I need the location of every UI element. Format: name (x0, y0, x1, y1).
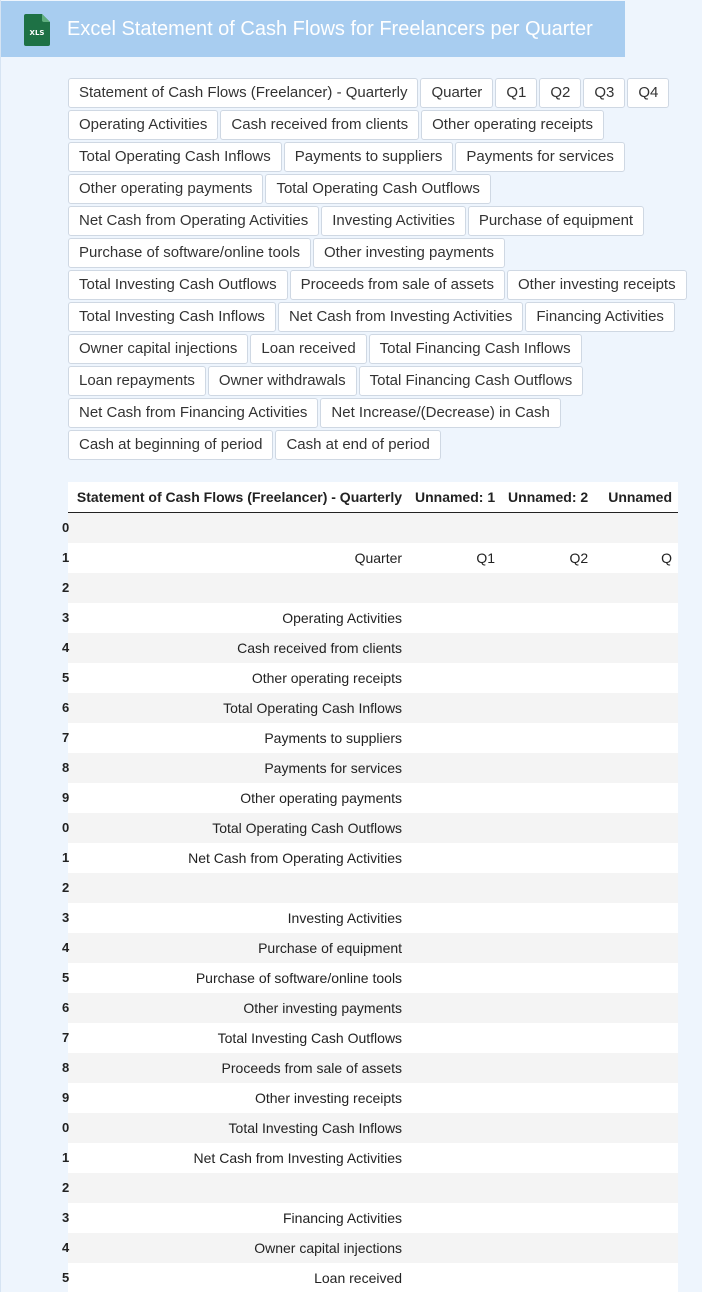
column-header[interactable]: Statement of Cash Flows (Freelancer) - Quarterly (68, 482, 408, 513)
label-chip[interactable]: Investing Activities (321, 206, 466, 236)
table-cell (594, 573, 678, 603)
table-cell (408, 633, 501, 663)
title-bar (1, 1, 625, 57)
table-cell: Cash received from clients (68, 633, 408, 663)
table-row (68, 633, 678, 663)
table-cell (408, 1113, 501, 1143)
table-row (68, 813, 678, 843)
row-index-label: 6 (62, 700, 70, 715)
table-cell (501, 1203, 594, 1233)
table-cell (594, 813, 678, 843)
table-cell: Total Operating Cash Outflows (68, 813, 408, 843)
table-cell (501, 813, 594, 843)
table-row (68, 753, 678, 783)
table-cell (501, 903, 594, 933)
table-row (68, 663, 678, 693)
table-row (68, 1083, 678, 1113)
label-chip[interactable]: Total Operating Cash Inflows (68, 142, 282, 172)
table-cell: Total Investing Cash Outflows (68, 1023, 408, 1053)
table-cell (408, 873, 501, 903)
row-index-label: 5 (62, 670, 70, 685)
table-cell: Purchase of equipment (68, 933, 408, 963)
data-table (62, 482, 678, 1293)
table-cell: Other investing receipts (68, 1083, 408, 1113)
label-chip[interactable]: Payments to suppliers (284, 142, 454, 172)
label-chip[interactable]: Statement of Cash Flows (Freelancer) - Quarterly (68, 78, 418, 108)
table-cell (594, 723, 678, 753)
table-cell (408, 723, 501, 753)
row-index-label: 4 (62, 640, 70, 655)
table-cell: Other investing payments (68, 993, 408, 1023)
table-cell (408, 1023, 501, 1053)
table-cell: Payments for services (68, 753, 408, 783)
row-index-label: 2 (62, 580, 70, 595)
table-cell (501, 1233, 594, 1263)
table-cell (501, 873, 594, 903)
table-cell (501, 753, 594, 783)
table-cell: Net Cash from Operating Activities (68, 843, 408, 873)
table-cell: Q (594, 543, 678, 573)
table-cell (408, 783, 501, 813)
label-chip[interactable]: Loan received (250, 334, 366, 364)
table-cell: Financing Activities (68, 1203, 408, 1233)
table-cell (501, 1173, 594, 1203)
table-cell (594, 873, 678, 903)
row-index-label: 6 (62, 1000, 70, 1015)
table-row (68, 993, 678, 1023)
row-index-label: 0 (62, 820, 70, 835)
table-cell (408, 933, 501, 963)
label-chip[interactable]: Net Cash from Investing Activities (278, 302, 523, 332)
table-cell (594, 963, 678, 993)
column-header[interactable]: Unnamed: 2 (501, 482, 594, 513)
label-chip[interactable]: Other investing receipts (507, 270, 687, 300)
label-chip[interactable]: Operating Activities (68, 110, 218, 140)
table-cell (408, 1173, 501, 1203)
label-chip[interactable]: Cash at beginning of period (68, 430, 273, 460)
label-chip[interactable]: Total Investing Cash Inflows (68, 302, 276, 332)
table-row (68, 1203, 678, 1233)
table-cell (68, 573, 408, 603)
table-cell (594, 1083, 678, 1113)
table-cell (501, 933, 594, 963)
table-cell (408, 993, 501, 1023)
label-chip[interactable]: Total Investing Cash Outflows (68, 270, 288, 300)
table-cell (594, 1053, 678, 1083)
table-row (68, 1173, 678, 1203)
table-row (68, 723, 678, 753)
row-index-label: 3 (62, 1210, 70, 1225)
table-row (68, 543, 678, 573)
table-cell (68, 513, 408, 544)
table-cell (408, 963, 501, 993)
table-cell (501, 693, 594, 723)
label-chip[interactable]: Net Cash from Operating Activities (68, 206, 319, 236)
table-cell (408, 1143, 501, 1173)
table-cell (501, 633, 594, 663)
table-cell (594, 1233, 678, 1263)
table-cell (408, 1083, 501, 1113)
table-cell (594, 1173, 678, 1203)
table-cell (594, 603, 678, 633)
table-row (68, 1143, 678, 1173)
label-chip[interactable]: Owner capital injections (68, 334, 248, 364)
row-index-label: 2 (62, 880, 70, 895)
table-row (68, 783, 678, 813)
column-header[interactable]: Unnamed: 1 (408, 482, 501, 513)
table-cell (594, 1113, 678, 1143)
table-cell (594, 513, 678, 544)
table-cell: Payments to suppliers (68, 723, 408, 753)
data-table-viewport[interactable] (62, 482, 678, 1292)
table-cell (501, 513, 594, 544)
table-cell: Loan received (68, 1263, 408, 1293)
label-chip[interactable]: Proceeds from sale of assets (290, 270, 505, 300)
table-row (68, 933, 678, 963)
table-cell (501, 663, 594, 693)
table-cell (501, 1053, 594, 1083)
label-chip[interactable]: Payments for services (455, 142, 625, 172)
label-chip[interactable]: Net Increase/(Decrease) in Cash (320, 398, 560, 428)
label-chip[interactable]: Q2 (539, 78, 581, 108)
table-row (68, 1023, 678, 1053)
table-cell (501, 1263, 594, 1293)
table-row (68, 603, 678, 633)
row-index-label: 4 (62, 1240, 70, 1255)
table-cell (501, 1083, 594, 1113)
table-cell (68, 873, 408, 903)
table-cell (594, 993, 678, 1023)
table-row (68, 1263, 678, 1293)
table-row (68, 873, 678, 903)
table-cell: Operating Activities (68, 603, 408, 633)
table-row (68, 903, 678, 933)
table-header-row (68, 482, 678, 513)
table-cell (408, 603, 501, 633)
table-cell (501, 1113, 594, 1143)
label-chip[interactable]: Q3 (583, 78, 625, 108)
table-cell (594, 1023, 678, 1053)
row-index-label: 1 (62, 550, 70, 565)
column-header[interactable]: Unnamed (594, 482, 678, 513)
row-index-label: 8 (62, 1060, 70, 1075)
row-index-label: 5 (62, 1270, 70, 1285)
table-cell (594, 633, 678, 663)
row-index-label: 0 (62, 520, 70, 535)
label-chip[interactable]: Cash received from clients (220, 110, 419, 140)
table-cell (408, 1233, 501, 1263)
table-cell: Q2 (501, 543, 594, 573)
row-index-label: 4 (62, 940, 70, 955)
table-row (68, 1233, 678, 1263)
table-cell (594, 933, 678, 963)
label-chip[interactable]: Purchase of software/online tools (68, 238, 311, 268)
table-cell (501, 1023, 594, 1053)
table-row (68, 513, 678, 544)
xls-file-icon (24, 14, 50, 46)
label-chip[interactable]: Q1 (495, 78, 537, 108)
xls-icon-label: XLS (29, 29, 45, 37)
label-chip[interactable]: Cash at end of period (275, 430, 440, 460)
table-cell (594, 1203, 678, 1233)
table-cell (594, 1263, 678, 1293)
label-chip[interactable]: Loan repayments (68, 366, 206, 396)
table-cell (68, 1173, 408, 1203)
table-cell (501, 603, 594, 633)
table-row (68, 843, 678, 873)
table-row (68, 963, 678, 993)
table-cell (594, 903, 678, 933)
label-chip[interactable]: Net Cash from Financing Activities (68, 398, 318, 428)
table-cell (408, 1263, 501, 1293)
table-row (68, 1113, 678, 1143)
row-index-label: 1 (62, 850, 70, 865)
table-cell: Other operating payments (68, 783, 408, 813)
table-row (68, 573, 678, 603)
table-cell (408, 1203, 501, 1233)
table-cell (594, 783, 678, 813)
table-cell: Net Cash from Investing Activities (68, 1143, 408, 1173)
table-cell (408, 753, 501, 783)
table-cell (501, 573, 594, 603)
label-chip[interactable]: Other operating payments (68, 174, 263, 204)
table-cell (594, 1143, 678, 1173)
row-index-label: 0 (62, 1120, 70, 1135)
table-cell (501, 783, 594, 813)
label-chip[interactable]: Total Financing Cash Outflows (359, 366, 584, 396)
table-cell (408, 903, 501, 933)
table-cell (501, 843, 594, 873)
table-cell (501, 993, 594, 1023)
row-index-label: 7 (62, 730, 70, 745)
row-index-label: 2 (62, 1180, 70, 1195)
table-cell: Purchase of software/online tools (68, 963, 408, 993)
label-chip-list (68, 78, 692, 462)
table-cell (594, 693, 678, 723)
table-cell (408, 513, 501, 544)
table-cell (501, 1143, 594, 1173)
row-index-label: 3 (62, 910, 70, 925)
table-cell (501, 963, 594, 993)
table-cell (408, 813, 501, 843)
label-chip[interactable]: Total Financing Cash Inflows (369, 334, 582, 364)
row-index-label: 5 (62, 970, 70, 985)
row-index-label: 7 (62, 1030, 70, 1045)
label-chip[interactable]: Q4 (627, 78, 669, 108)
table-cell: Q1 (408, 543, 501, 573)
table-cell: Total Operating Cash Inflows (68, 693, 408, 723)
row-index-label: 8 (62, 760, 70, 775)
table-row (68, 693, 678, 723)
table-cell: Quarter (68, 543, 408, 573)
row-index-label: 1 (62, 1150, 70, 1165)
table-cell: Total Investing Cash Inflows (68, 1113, 408, 1143)
label-chip[interactable]: Quarter (420, 78, 493, 108)
table-cell (408, 1053, 501, 1083)
table-cell (594, 843, 678, 873)
label-chip[interactable]: Owner withdrawals (208, 366, 357, 396)
table-cell (408, 843, 501, 873)
table-cell (501, 723, 594, 753)
table-cell (408, 693, 501, 723)
page-title: Excel Statement of Cash Flows for Freelancers per Quarter (67, 18, 593, 40)
table-cell: Other operating receipts (68, 663, 408, 693)
table-cell (408, 663, 501, 693)
label-chip[interactable]: Purchase of equipment (468, 206, 644, 236)
table-cell: Owner capital injections (68, 1233, 408, 1263)
table-cell (594, 663, 678, 693)
row-index-label: 9 (62, 790, 70, 805)
table-row (68, 1053, 678, 1083)
label-chip[interactable]: Other operating receipts (421, 110, 604, 140)
row-index-label: 9 (62, 1090, 70, 1105)
table-cell (408, 573, 501, 603)
label-chip[interactable]: Other investing payments (313, 238, 505, 268)
label-chip[interactable]: Financing Activities (525, 302, 675, 332)
table-cell: Investing Activities (68, 903, 408, 933)
table-cell (594, 753, 678, 783)
row-index-label: 3 (62, 610, 70, 625)
table-cell: Proceeds from sale of assets (68, 1053, 408, 1083)
label-chip[interactable]: Total Operating Cash Outflows (265, 174, 490, 204)
